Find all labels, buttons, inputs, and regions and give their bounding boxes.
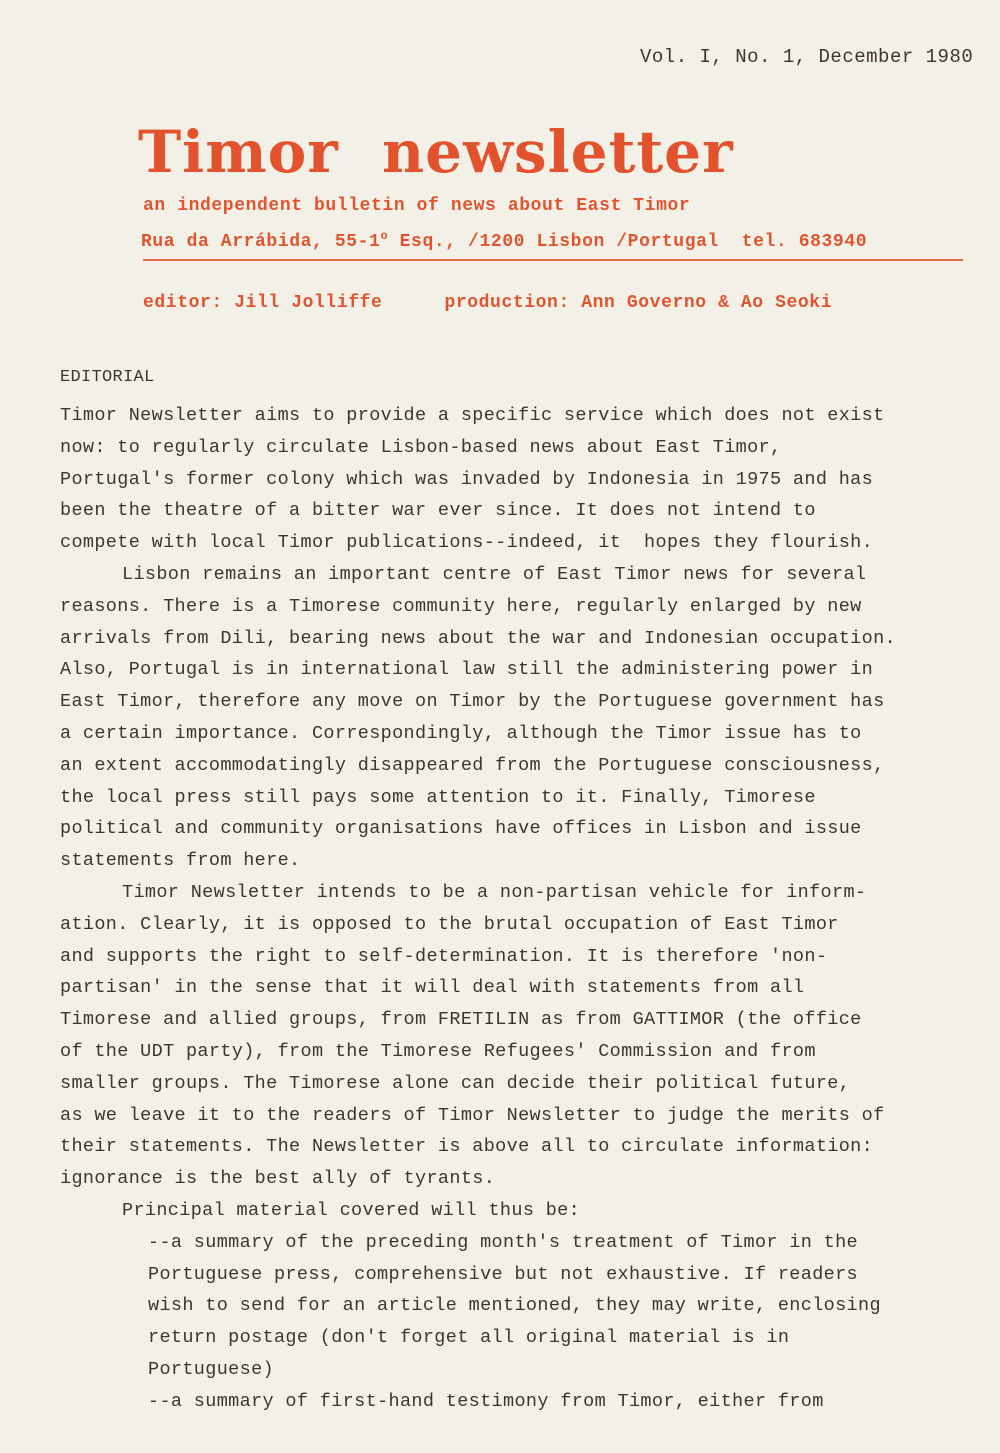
text-line: compete with local Timor publications--indeed, it hopes they flourish. [60,532,874,554]
list-item: --a summary of the preceding month's treatment of Timor in the [148,1231,859,1253]
text-line: statements from here. [60,850,301,872]
text-line: ation. Clearly, it is opposed to the brutal occupation of East Timor [60,913,839,935]
text-line: and supports the right to self-determination. It is therefore 'non- [60,945,828,967]
masthead-address [141,229,867,252]
text-line: wish to send for an article mentioned, they may write, enclosing [148,1295,881,1317]
address-degree: o [380,229,389,243]
text-line: Portugal's former colony which was invaded by Indonesia in 1975 and has [60,468,874,490]
masthead-rule [143,259,963,261]
issue-number: Vol. I, No. 1, December 1980 [640,46,974,68]
text-line: political and community organisations have offices in Lisbon and issue [60,818,862,840]
editor-credit: editor: Jill Jolliffe [143,293,383,313]
text-line: Also, Portugal is in international law still the administering power in [60,659,874,681]
text-line: Timor Newsletter intends to be a non-partisan vehicle for inform- [122,881,867,903]
text-line: partisan' in the sense that it will deal with statements from all [60,977,805,999]
text-line: of the UDT party), from the Timorese Refugees' Commission and from [60,1040,816,1062]
text-line: an extent accommodatingly disappeared from the Portuguese consciousness, [60,754,885,776]
text-line: their statements. The Newsletter is above all to circulate information: [60,1136,874,1158]
credits [143,293,832,313]
masthead-subtitle: an independent bulletin of news about East Timor [143,196,691,216]
list-item: --a summary of first-hand testimony from Timor, either from [148,1390,824,1412]
editorial-body [60,368,990,1418]
text-line: Timorese and allied groups, from FRETILIN as from GATTIMOR (the office [60,1009,862,1031]
text-line: a certain importance. Correspondingly, although the Timor issue has to [60,722,862,744]
text-line: Principal material covered will thus be: [122,1199,581,1221]
text-line: now: to regularly circulate Lisbon-based news about East Timor, [60,436,782,458]
text-line: been the theatre of a bitter war ever since. It does not intend to [60,500,816,522]
text-line: the local press still pays some attention to it. Finally, Timorese [60,786,816,808]
text-line: Timor Newsletter aims to provide a specific service which does not exist [60,405,885,426]
address-street: Rua da Arrábida, 55-1 [141,232,381,252]
text-line: Portuguese) [148,1358,274,1380]
text-line: East Timor, therefore any move on Timor by the Portuguese government has [60,691,885,713]
text-line: return postage (don't forget all original material is in [148,1327,790,1349]
text-line: reasons. There is a Timorese community here, regularly enlarged by new [60,595,862,617]
masthead-title: Timor newsletter [138,118,734,186]
production-credit: production: Ann Governo & Ao Seoki [444,293,833,313]
address-city-phone: Esq., /1200 Lisbon /Portugal tel. 683940 [388,232,868,252]
text-line: Lisbon remains an important centre of East Timor news for several [122,563,867,585]
text-line: ignorance is the best ally of tyrants. [60,1168,496,1190]
text-line: Portuguese press, comprehensive but not exhaustive. If readers [148,1263,859,1285]
text-line: as we leave it to the readers of Timor Newsletter to judge the merits of [60,1104,885,1126]
section-heading: EDITORIAL [60,368,155,387]
text-line: arrivals from Dili, bearing news about the war and Indonesian occupation. [60,627,896,649]
text-line: smaller groups. The Timorese alone can decide their political future, [60,1072,851,1094]
